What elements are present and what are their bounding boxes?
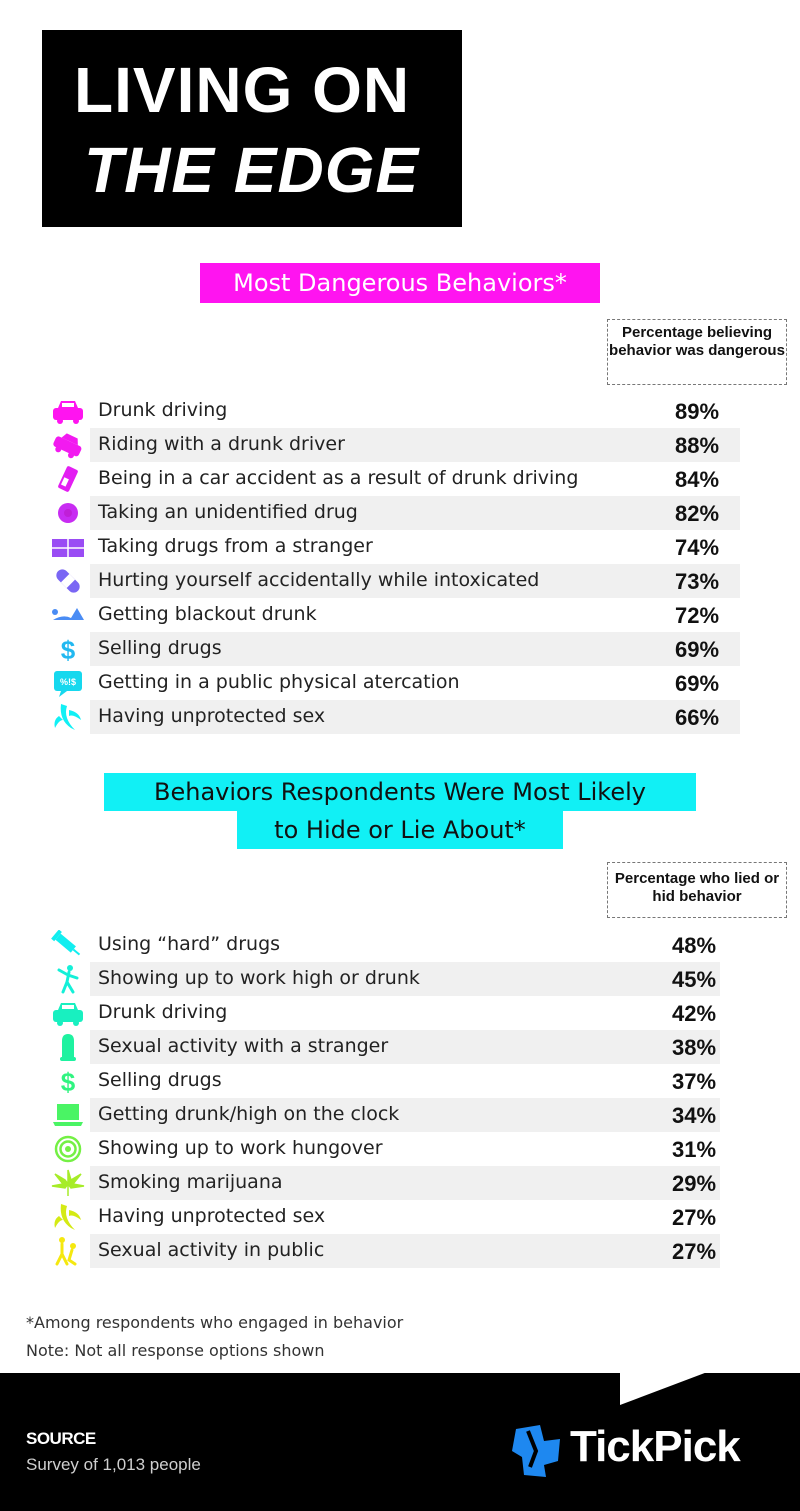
table-row xyxy=(0,428,800,462)
table-row xyxy=(0,962,800,996)
leaf-icon xyxy=(50,1168,86,1198)
row-label: Getting drunk/high on the clock xyxy=(98,1103,400,1125)
footnote-respondents: *Among respondents who engaged in behavior xyxy=(26,1313,404,1332)
footnote-note: Note: Not all response options shown xyxy=(26,1341,325,1360)
row-value: 45% xyxy=(672,967,717,992)
row-value: 88% xyxy=(675,433,720,458)
bandage-icon xyxy=(50,566,86,596)
couple-icon xyxy=(50,1236,86,1266)
row-value: 31% xyxy=(672,1137,717,1162)
table-row xyxy=(0,462,800,496)
table-row xyxy=(0,394,800,428)
table-row xyxy=(0,996,800,1030)
row-label: Having unprotected sex xyxy=(98,1205,326,1227)
brand-name: TickPick xyxy=(570,1422,740,1471)
dollar-icon xyxy=(50,634,86,664)
row-label: Selling drugs xyxy=(98,637,222,659)
condom-icon xyxy=(50,1032,86,1062)
title-line-2: THE EDGE xyxy=(84,134,420,206)
footer xyxy=(0,1373,800,1511)
pill-icon xyxy=(50,498,86,528)
row-label: Hurting yourself accidentally while intoxicated xyxy=(98,569,540,591)
row-label: Selling drugs xyxy=(98,1069,222,1091)
table-row xyxy=(0,1132,800,1166)
table-row xyxy=(0,564,800,598)
spiral-icon xyxy=(50,1134,86,1164)
banana-icon xyxy=(50,1202,86,1232)
swearing-bubble-icon xyxy=(50,668,86,698)
stumbling-person-icon xyxy=(50,964,86,994)
source-label: SOURCE xyxy=(26,1429,96,1448)
row-value: 27% xyxy=(672,1239,717,1264)
table-row xyxy=(0,1064,800,1098)
table-row xyxy=(0,1098,800,1132)
table-row xyxy=(0,632,800,666)
table-row xyxy=(0,1234,800,1268)
row-label: Drunk driving xyxy=(98,1001,228,1023)
row-value: 37% xyxy=(672,1069,717,1094)
row-label: Getting in a public physical atercation xyxy=(98,671,460,693)
row-value: 82% xyxy=(675,501,720,526)
row-label: Drunk driving xyxy=(98,399,228,421)
banana-icon xyxy=(50,702,86,732)
table-row xyxy=(0,530,800,564)
row-value: 66% xyxy=(675,705,720,730)
svg-text:%!$: %!$ xyxy=(59,677,77,687)
car-icon xyxy=(50,396,86,426)
table-row xyxy=(0,598,800,632)
title-line-1: LIVING ON xyxy=(74,54,411,126)
row-label: Riding with a drunk driver xyxy=(98,433,345,455)
row-label: Sexual activity with a stranger xyxy=(98,1035,389,1057)
svg-text:$: $ xyxy=(60,1067,76,1096)
laptop-icon xyxy=(50,1100,86,1130)
tickpick-logo-icon xyxy=(510,1421,566,1479)
source-text: Survey of 1,013 people xyxy=(26,1455,201,1474)
section-2-value-header: Percentage who lied or hid behavior xyxy=(607,862,787,918)
row-label: Getting blackout drunk xyxy=(98,603,317,625)
section-2-rows xyxy=(0,928,800,1268)
syringe-icon xyxy=(50,930,86,960)
table-row xyxy=(0,1030,800,1064)
row-label: Smoking marijuana xyxy=(98,1171,283,1193)
row-value: 34% xyxy=(672,1103,717,1128)
row-value: 69% xyxy=(675,637,720,662)
row-label: Taking an unidentified drug xyxy=(98,501,358,523)
row-label: Sexual activity in public xyxy=(98,1239,325,1261)
row-label: Taking drugs from a stranger xyxy=(98,535,373,557)
section-1-rows xyxy=(0,394,800,734)
section-1-value-header: Percentage believing behavior was dangerous xyxy=(607,319,787,385)
row-value: 69% xyxy=(675,671,720,696)
passed-out-icon xyxy=(50,600,86,630)
row-label: Having unprotected sex xyxy=(98,705,326,727)
row-label: Showing up to work hungover xyxy=(98,1137,383,1159)
section-1-title: Most Dangerous Behaviors* xyxy=(200,263,600,303)
row-value: 29% xyxy=(672,1171,717,1196)
row-value: 84% xyxy=(675,467,720,492)
tilted-car-icon xyxy=(50,430,86,460)
section-2-title-line-1: Behaviors Respondents Were Most Likely xyxy=(104,773,696,811)
dollar-icon xyxy=(50,1066,86,1096)
title-block xyxy=(42,30,462,227)
svg-text:$: $ xyxy=(60,635,76,664)
speech-notch-icon xyxy=(620,1371,710,1407)
row-value: 89% xyxy=(675,399,720,424)
section-2-title-line-2: to Hide or Lie About* xyxy=(237,811,563,849)
row-value: 48% xyxy=(672,933,717,958)
car-icon xyxy=(50,998,86,1028)
row-value: 27% xyxy=(672,1205,717,1230)
table-row xyxy=(0,1200,800,1234)
table-row xyxy=(0,1166,800,1200)
row-label: Showing up to work high or drunk xyxy=(98,967,420,989)
row-value: 73% xyxy=(675,569,720,594)
table-row xyxy=(0,496,800,530)
row-value: 72% xyxy=(675,603,720,628)
row-value: 74% xyxy=(675,535,720,560)
table-row xyxy=(0,928,800,962)
row-label: Being in a car accident as a result of drunk driving xyxy=(98,467,579,489)
table-row xyxy=(0,666,800,700)
crashed-car-icon xyxy=(50,464,86,494)
table-row xyxy=(0,700,800,734)
row-label: Using “hard” drugs xyxy=(98,933,281,955)
row-value: 38% xyxy=(672,1035,717,1060)
envelope-icon xyxy=(50,532,86,562)
row-value: 42% xyxy=(672,1001,717,1026)
